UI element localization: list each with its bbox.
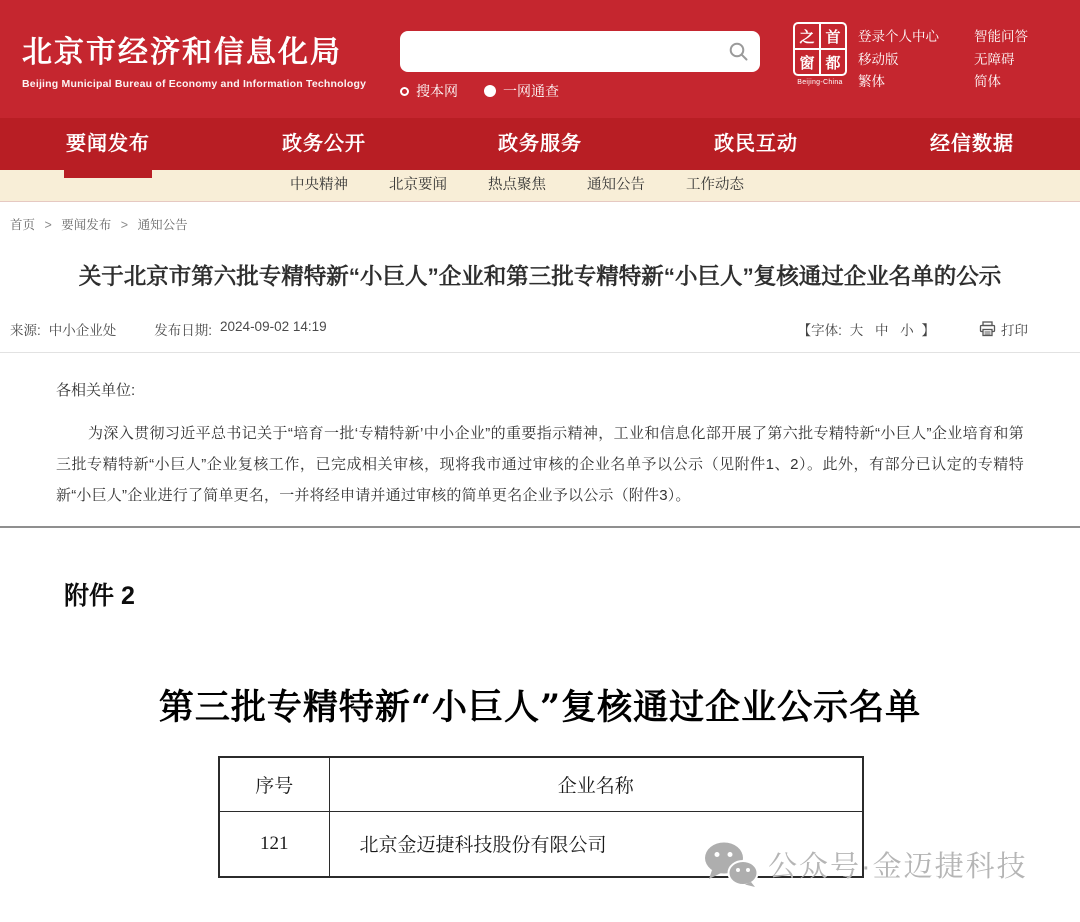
font-size-large[interactable]: 大 (849, 323, 864, 338)
nav-item-data[interactable]: 经信数据 (930, 133, 1014, 155)
breadcrumb-separator: > (120, 218, 129, 232)
subnav-work-trends[interactable]: 工作动态 (686, 177, 744, 193)
source-label: 来源: (10, 323, 41, 338)
site-title-en: Beijing Municipal Bureau of Economy and Information Technology (22, 78, 367, 90)
site-logo[interactable] (22, 27, 366, 90)
site-header (0, 0, 1080, 118)
link-smart-qa[interactable]: 智能问答 (974, 29, 1028, 44)
attachment-heading: 第三批专精特新“小巨人”复核通过企业公示名单 (158, 687, 922, 728)
quick-links (858, 25, 1028, 93)
seal-icon (793, 22, 847, 76)
site-title: 北京市经济和信息化局 (22, 36, 342, 69)
font-ctl-prefix: 【字体: (797, 323, 842, 338)
subnav-hot-focus[interactable]: 热点聚焦 (488, 177, 546, 193)
nav-item-gov-disclosure[interactable]: 政务公开 (282, 133, 366, 155)
cell-serial: 121 (219, 811, 329, 877)
link-login-center[interactable]: 登录个人中心 (858, 29, 939, 44)
page-title: 关于北京市第六批专精特新“小巨人”企业和第三批专精特新“小巨人”复核通过企业名单的公示 (78, 264, 1002, 289)
font-size-medium[interactable]: 中 (874, 323, 889, 338)
breadcrumb (0, 202, 1080, 238)
main-nav (0, 118, 1080, 170)
article-body (0, 353, 1080, 511)
table-header-row (219, 757, 863, 811)
breadcrumb-home[interactable]: 首页 (10, 218, 36, 232)
col-header-serial: 序号 (219, 757, 329, 811)
scope-radio-site[interactable] (400, 81, 458, 101)
font-size-small[interactable]: 小 (900, 323, 914, 338)
link-simplified[interactable]: 简体 (974, 74, 1001, 89)
sub-nav (0, 170, 1080, 202)
seal-char: 之 (795, 24, 819, 48)
seal-char: 首 (821, 24, 845, 48)
nav-item-gov-services[interactable]: 政务服务 (498, 133, 582, 155)
col-header-company: 企业名称 (329, 757, 863, 811)
search-icon[interactable] (728, 41, 749, 62)
nav-item-interaction[interactable]: 政民互动 (714, 133, 798, 155)
breadcrumb-separator: > (44, 218, 52, 232)
subnav-central-spirit[interactable]: 中央精神 (290, 177, 348, 193)
attachment-label: 附件 2 (64, 582, 135, 610)
scope-radio-network[interactable] (484, 81, 559, 101)
seal-caption: Beijing-China (797, 79, 843, 86)
link-accessibility[interactable]: 无障碍 (974, 51, 1015, 67)
wechat-icon (703, 841, 759, 887)
link-traditional[interactable]: 繁体 (858, 74, 885, 89)
source-value: 中小企业处 (48, 323, 117, 338)
radio-ring-icon (400, 87, 409, 96)
printer-icon (979, 321, 996, 337)
search-scope-group (400, 81, 760, 101)
scope-label: 搜本网 (416, 83, 458, 99)
print-button[interactable] (979, 319, 1028, 339)
watermark-text: 公众号·金迈捷科技 (768, 850, 1028, 883)
capital-window-seal-logo[interactable] (791, 22, 849, 86)
print-label: 打印 (1001, 323, 1028, 338)
date-value: 2024-09-02 14:19 (220, 319, 327, 334)
watermark (703, 841, 1028, 887)
search-area (400, 31, 760, 101)
article-meta (0, 319, 1080, 339)
content-divider (0, 526, 1080, 528)
date-label: 发布日期: (154, 323, 213, 338)
font-size-control (798, 319, 935, 339)
font-ctl-suffix: 】 (921, 323, 935, 338)
search-input[interactable] (400, 31, 760, 72)
subnav-beijing-news[interactable]: 北京要闻 (389, 177, 447, 193)
subnav-notices[interactable]: 通知公告 (587, 177, 645, 193)
breadcrumb-notices[interactable]: 通知公告 (137, 218, 188, 232)
salutation: 各相关单位: (56, 382, 136, 399)
article-paragraph: 为深入贯彻习近平总书记关于“培育一批‘专精特新’中小企业”的重要指示精神，工业和信息化部开展了第六批专精特新“小巨人”企业培育和第三批专精特新“小巨人”企业复核工作，已完成相关审核，现将我市通过审核的企业名单予以公示（见附件1、2）。此外，有部分已认定的专精特新“小巨人”企业进行了简单更名，一并将经申请并通过审核的简单更名企业予以公示（附件3）。 (56, 425, 1024, 504)
breadcrumb-news[interactable]: 要闻发布 (61, 218, 112, 232)
seal-char: 都 (821, 50, 845, 74)
link-mobile-version[interactable]: 移动版 (858, 51, 899, 67)
scope-label: 一网通查 (503, 83, 559, 99)
attachment-section (0, 576, 1080, 878)
cell-company: 北京金迈捷科技股份有限公司 (329, 811, 863, 877)
radio-dot-icon (484, 85, 496, 97)
nav-item-news[interactable]: 要闻发布 (52, 118, 164, 170)
seal-char: 窗 (795, 50, 819, 74)
